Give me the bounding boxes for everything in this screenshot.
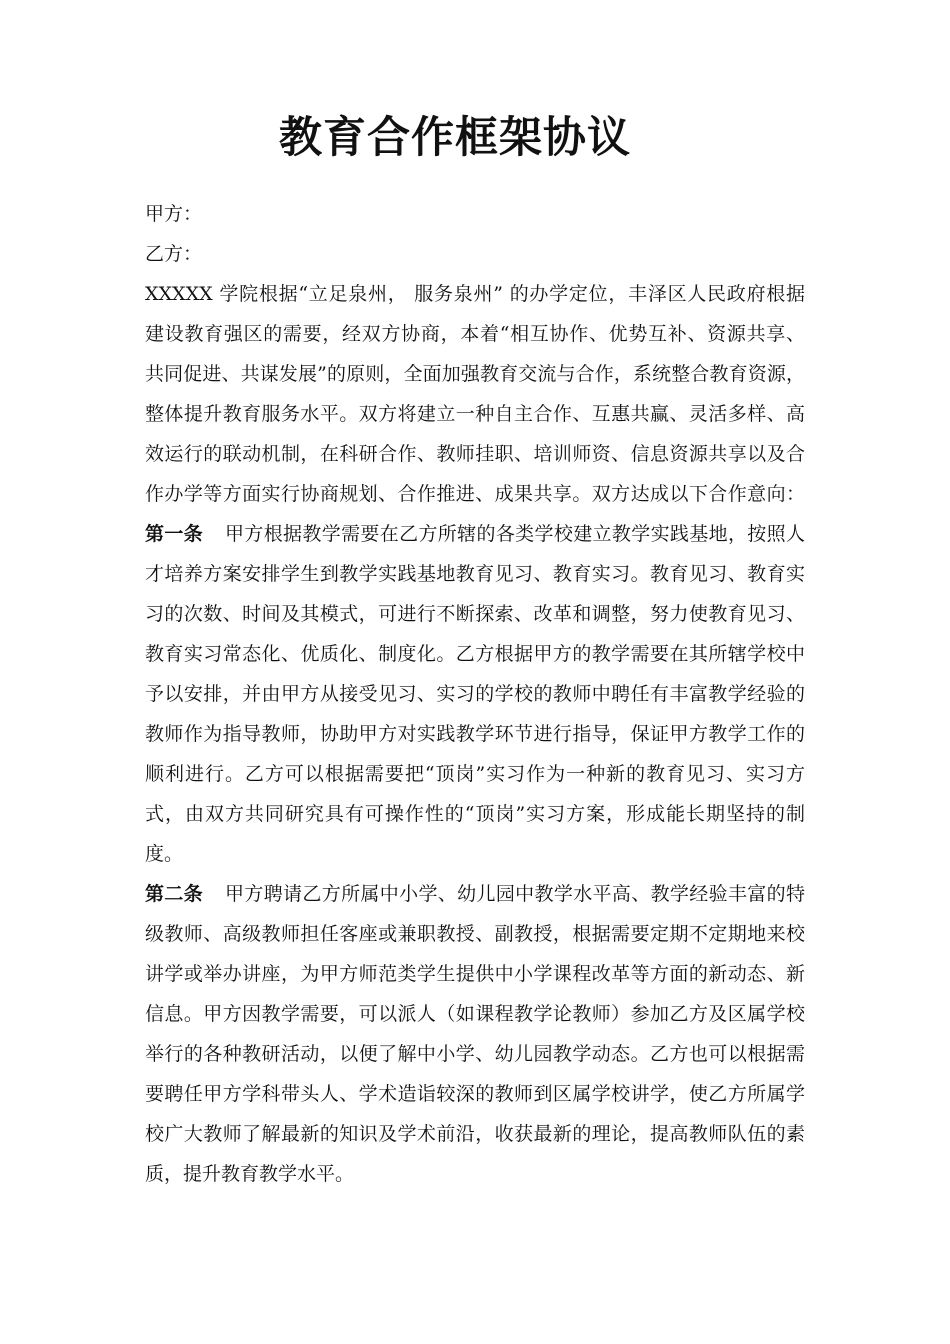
intro-line: 建设教育强区的需要，经双方协商，本着“相互协作、优势互补、资源共享、 [145, 323, 805, 345]
clause-2-line: 举行的各种教研活动，以便了解中小学、幼儿园教学动态。乙方也可以根据需 [145, 1043, 805, 1065]
intro-line: 整体提升教育服务水平。双方将建立一种自主合作、互惠共赢、灵活多样、高 [145, 403, 805, 425]
clause-1-line: 教育实习常态化、优质化、制度化。乙方根据甲方的教学需要在其所辖学校中 [145, 643, 805, 665]
clause-2-line: 级教师、高级教师担任客座或兼职教授、副教授，根据需要定期不定期地来校 [145, 923, 805, 945]
clause-1 [145, 514, 805, 874]
clause-2 [145, 874, 805, 1194]
clause-2-first-line [145, 874, 805, 914]
clause-1-line: 才培养方案安排学生到教学实践基地教育见习、教育实习。教育见习、教育实 [145, 563, 805, 585]
clause-1-line: 度。 [145, 843, 184, 865]
document-body [145, 194, 805, 1194]
clause-1-line: 予以安排，并由甲方从接受见习、实习的学校的教师中聘任有丰富教学经验的 [145, 683, 805, 705]
clause-2-label: 第二条 [145, 883, 204, 905]
clause-1-first-line [145, 514, 805, 554]
intro-line: 共同促进、共谋发展”的原则，全面加强教育交流与合作，系统整合教育资源， [145, 363, 805, 385]
clause-2-line: 信息。甲方因教学需要，可以派人（如课程教学论教师）参加乙方及区属学校 [145, 1003, 805, 1025]
clause-2-line: 讲学或举办讲座，为甲方师范类学生提供中小学课程改革等方面的新动态、新 [145, 963, 805, 985]
clause-1-label: 第一条 [145, 523, 204, 545]
intro-paragraph [145, 274, 805, 514]
party-b-label: 乙方： [145, 243, 203, 265]
clause-2-line: 校广大教师了解最新的知识及学术前沿，收获最新的理论，提高教师队伍的素 [145, 1123, 805, 1145]
clause-1-line: 教师作为指导教师，协助甲方对实践教学环节进行指导，保证甲方教学工作的 [145, 723, 805, 745]
intro-line: XXXXX 学院根据“立足泉州， 服务泉州” 的办学定位，丰泽区人民政府根据 [145, 283, 805, 305]
clause-2-line: 要聘任甲方学科带头人、学术造诣较深的教师到区属学校讲学，使乙方所属学 [145, 1083, 805, 1105]
clause-1-line: 式，由双方共同研究具有可操作性的“顶岗”实习方案，形成能长期坚持的制 [145, 803, 805, 825]
clause-2-text: 甲方聘请乙方所属中小学、幼儿园中教学水平高、教学经验丰富的特 [225, 883, 805, 905]
clause-1-text: 甲方根据教学需要在乙方所辖的各类学校建立教学实践基地，按照人 [225, 523, 805, 545]
intro-line: 作办学等方面实行协商规划、合作推进、成果共享。双方达成以下合作意向： [145, 483, 805, 505]
document-title: 教育合作框架协议 [279, 113, 631, 163]
clause-2-line: 质，提升教育教学水平。 [145, 1163, 355, 1185]
party-a-label: 甲方： [145, 203, 203, 225]
clause-1-line: 顺利进行。乙方可以根据需要把“顶岗”实习作为一种新的教育见习、实习方 [145, 763, 805, 785]
intro-line: 效运行的联动机制，在科研合作、教师挂职、培训师资、信息资源共享以及合 [145, 443, 805, 465]
clause-1-line: 习的次数、时间及其模式，可进行不断探索、改革和调整，努力使教育见习、 [145, 603, 805, 625]
